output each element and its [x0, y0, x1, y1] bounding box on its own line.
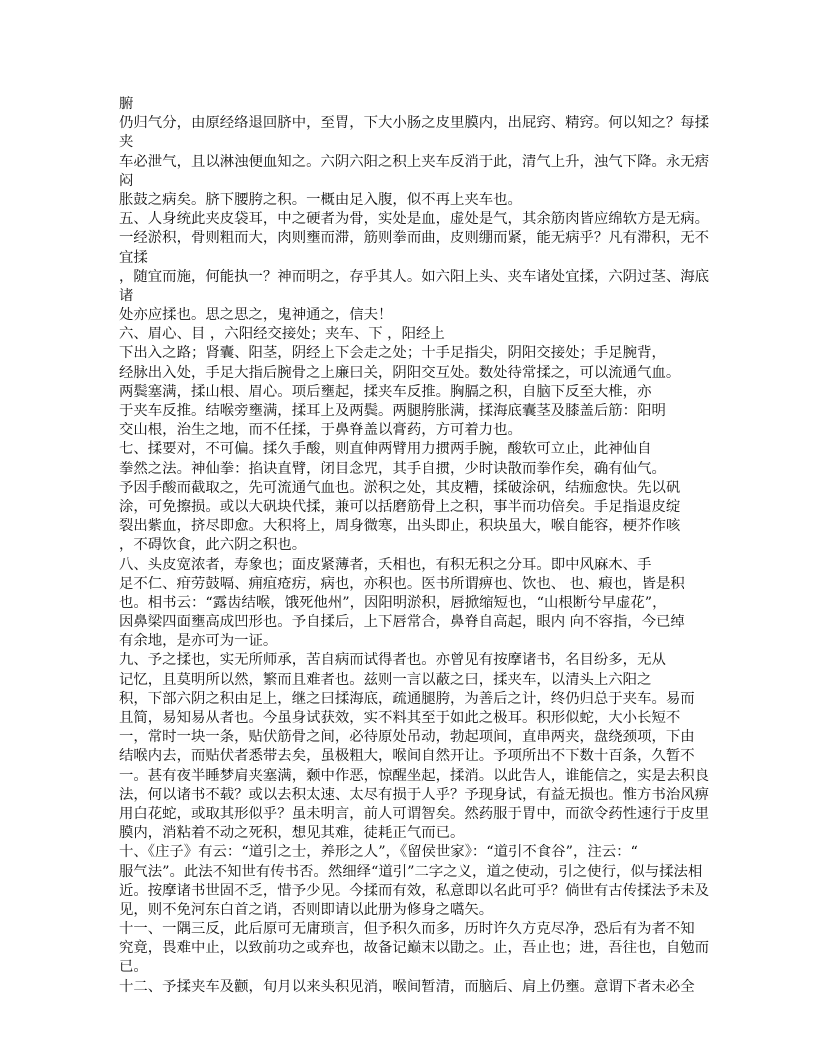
text-line: 足不仁、疳劳鼓嗝、痈疽疮疠，病也，亦积也。医书所谓痹也、饮也、 也、瘕也，皆是积 [119, 575, 685, 592]
text-line: 经脉出入处，手足大指后腕骨之上廉曰关，阴阳交互处。数处待常揉之，可以流通气血。 [119, 364, 681, 381]
text-line: 已。 [119, 959, 148, 976]
text-line: 结喉内去，而贴伏者悉带去矣，虽极粗大，喉间自然开让。予项所出不下数十百条，久暂不 [119, 748, 695, 765]
text-line: 见，则不免河东白首之诮，否则即请以此册为修身之嚆矢。 [119, 901, 494, 918]
text-line: 一经淤积，骨则粗而大，肉则壅而滞，筋则拳而曲，皮则绷而紧，能无病乎？凡有滞积，无不 [119, 230, 710, 247]
text-line: 有余地，是亦可为一证。 [119, 633, 278, 650]
text-line: 予因手酸而截取之，先可流通气血也。淤积之处，其皮糟，揉破涂矾，结痂愈快。先以矾 [119, 479, 681, 496]
text-line: 用白花蛇，或取其形似乎？虽未明言，前人可谓智矣。然药服于胃中，而欲令药性速行于皮里 [119, 805, 710, 822]
text-line: 记忆，且莫明所以然，繁而且难者也。兹则一言以蔽之曰，揉夹车，以清头上六阳之 [119, 671, 652, 688]
text-line: ，不碍饮食，此六阴之积也。 [119, 537, 307, 554]
text-line: 涂，可免擦损。或以大矾块代揉，兼可以括磨筋骨上之积，事半而功倍矣。手足指退皮绽 [119, 498, 681, 515]
text-line: 十一、一隅三反，此后原可无庸琐言，但予积久而多，历时许久方克尽净，恐后有为者不知 [119, 921, 695, 938]
text-line: 十、《庄子》有云：“道引之士，养形之人”，《留侯世家》：“道引不食谷”，注云：“ [119, 844, 638, 861]
text-line: 于夹车反推。结喉旁壅满，揉耳上及两鬓。两腿胯胀满，揉海底囊茎及膝盖后筋：阳明 [119, 403, 666, 419]
text-line: 车必泄气，且以淋浊便血知之。六阴六阳之积上夹车反消于此，清气上升，浊气下降。永无痞 [119, 153, 710, 170]
text-line: 因鼻梁四面壅高成凹形也。予自揉后，上下唇常合，鼻脊自高起，眼内 向不容指，今已绰 [119, 614, 685, 631]
text-line: 八、头皮宽浓者，寿象也；面皮紧薄者，夭相也，有积无积之分耳。即中风麻木、手 [119, 556, 652, 573]
document-page [119, 95, 719, 997]
text-line: 宜揉 [119, 249, 148, 266]
text-line: 五、人身统此夹皮袋耳，中之硬者为骨，实处是血，虚处是气，其余筋肉皆应绵软方是无病。 [119, 211, 710, 228]
text-line: 两鬓塞满，揉山根、眉心。项后壅起，揉夹车反推。胸膈之积，自脑下反至大椎，亦 [119, 383, 652, 400]
text-line: 一，常时一块一条，贴伏筋骨之间，必待原处吊动，勃起项间，直串两夹，盘绕颈项，下由 [119, 729, 695, 746]
text-line: 究竟，畏难中止，以致前功之或弃也，故备记巅末以勖之。止，吾止也；进，吾往也，自勉而 [119, 940, 710, 957]
text-line: 也。相书云：“露齿结喉，饿死他州”，因阳明淤积，唇掀缩短也，“山根断兮早虚花”， [119, 594, 667, 611]
text-line: 积，下部六阴之积由足上，继之曰揉海底，疏通腿胯，为善后之计，终仍归总于夹车。易而 [119, 690, 695, 707]
text-line: 诸 [119, 287, 134, 304]
text-line: 裂出紫血，挤尽即愈。大积将上，周身微寒，出头即止，积块虽大，喉自能容，梗芥作咳 [119, 518, 681, 535]
text-line: 六、眉心、目 ，六阳经交接处；夹车、下 ，阳经上 [119, 326, 445, 343]
text-line: 九、予之揉也，实无所师承，苦自病而试得者也。亦曾见有按摩诸书，名目纷多，无从 [119, 652, 666, 669]
text-line: 下出入之路；肾囊、阳茎，阴经上下会走之处；十手足指尖，阴阳交接处；手足腕背， [119, 345, 666, 362]
text-line: 服气法”。此法不知世有传书否。然细绎“道引”二字之义，道之使动，引之使行，似与揉法相 [119, 863, 703, 880]
text-line: 膜内，消粘着不动之死积，想见其难，徒耗正气而已。 [119, 825, 465, 842]
text-line: 交山根，治生之地，而不任揉，于鼻脊盖以膏药，方可着力也。 [119, 422, 522, 439]
text-line: 处亦应揉也。思之思之，鬼神通之，信夫！ [119, 307, 393, 324]
text-line: 近。按摩诸书世固不乏，惜予少见。今揉而有效，私意即以名此可乎？倘世有古传揉法予未及 [119, 882, 710, 899]
text-line: 夹 [119, 134, 134, 151]
text-line: ，随宜而施，何能执一？神而明之，存乎其人。如六阳上头、夹车诸处宜揉，六阴过茎、海底 [119, 268, 710, 285]
text-line: 拳然之法。神仙拳：掐诀直臂，闭目念咒，其手自掼，少时诀散而拳作矣，确有仙气。 [119, 460, 666, 477]
text-line: 腑 [119, 96, 134, 112]
text-line: 仍归气分，由原经络退回脐中，至胃，下大小肠之皮里膜内，出屁窍、精窍。何以知之？每揉 [119, 115, 710, 132]
text-line: 胀鼓之病矣。脐下腰胯之积。一概由足入腹，似不再上夹车也。 [119, 191, 522, 208]
text-line: 七、揉要对，不可偏。揉久手酸，则直伸两臂用力掼两手腕，酸软可立止，此神仙自 [119, 441, 652, 458]
text-line: 闷 [119, 172, 134, 189]
text-line: 一。甚有夜半睡梦肩夹塞满，颡中作恶，惊醒坐起，揉消。以此告人，谁能信之，实是去积良 [119, 767, 710, 784]
text-line: 十二、予揉夹车及颧，旬月以来头积见消，喉间暂清，而脑后、肩上仍壅。意谓下者未必全 [119, 978, 695, 995]
text-line: 且简，易知易从者也。今虽身试获效，实不料其至于如此之极耳。积形似蛇，大小长短不 [119, 710, 681, 726]
text-line: 法，何以诸书不载？或以去积太速、太尽有损于人乎？予现身试，有益无损也。惟方书治风痹 [119, 786, 710, 803]
